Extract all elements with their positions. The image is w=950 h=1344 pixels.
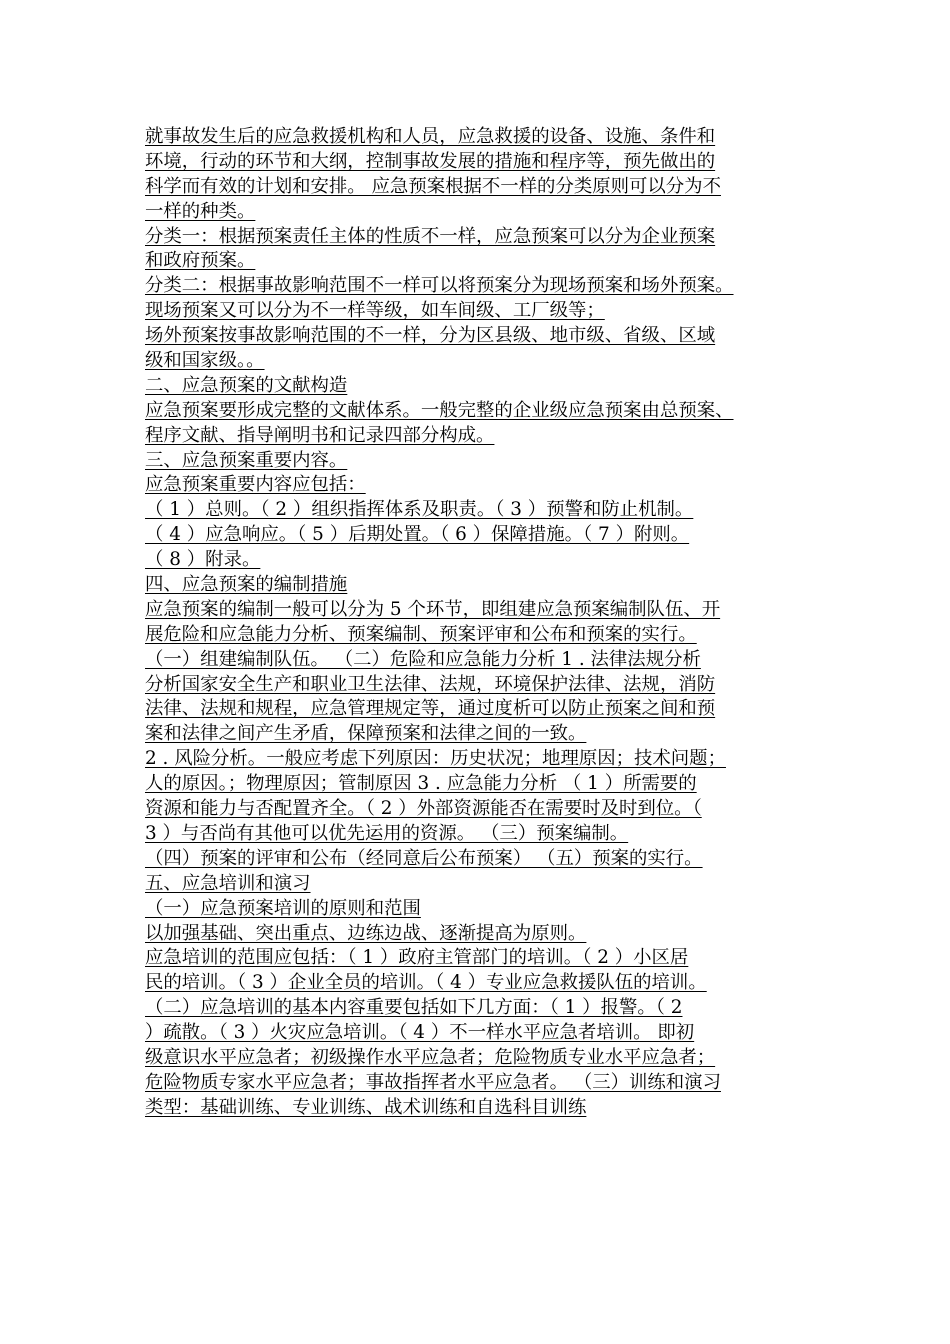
text-line: 级意识水平应急者；初级操作水平应急者；危险物质专业水平应急者； [145, 1046, 716, 1068]
text-line: （ 4 ）应急响应。（ 5 ）后期处置。（ 6 ）保障措施。（ 7 ）附则。 [145, 524, 690, 546]
text-line: 分类二：根据事故影响范围不一样可以将预案分为现场预案和场外预案。 [145, 275, 734, 297]
text-line: （一）应急预案培训的原则和范围 [145, 897, 421, 919]
text-line: 类型：基础训练、专业训练、战术训练和自选科目训练 [145, 1096, 587, 1118]
text-line: 2 . 风险分析。一般应考虑下列原因：历史状况；地理原因；技术问题； [145, 748, 726, 770]
text-line: 人的原因。；物理原因；管制原因 3 . 应急能力分析 （ 1 ）所需要的 [145, 773, 697, 795]
text-line: 分类一：根据预案责任主体的性质不一样，应急预案可以分为企业预案 [145, 225, 716, 247]
text-line: 现场预案又可以分为不一样等级，如车间级、工厂级等； [145, 300, 605, 322]
text-line: （ 8 ）附录。 [145, 549, 261, 571]
document-body [145, 125, 825, 1121]
text-line: 一样的种类。 [145, 200, 256, 222]
text-line: 应急培训的范围应包括：（ 1 ）政府主管部门的培训。（ 2 ）小区居 [145, 947, 689, 969]
text-line: 资源和能力与否配置齐全。（ 2 ）外部资源能否在需要时及时到位。（ [145, 798, 702, 820]
text-line: （二）应急培训的基本内容重要包括如下几方面：（ 1 ）报警。（ 2 [145, 997, 683, 1019]
text-line: 就事故发生后的应急救援机构和人员，应急救援的设备、设施、条件和 [145, 126, 716, 147]
text-line: 和政府预案。 [145, 250, 256, 272]
text-line: 场外预案按事故影响范围的不一样，分为区县级、地市级、省级、区域 [145, 325, 716, 347]
text-line: 以加强基础、突出重点、边练边战、逐渐提高为原则。 [145, 922, 587, 944]
section-heading: 四、应急预案的编制措施 [145, 574, 348, 596]
text-line: 环境，行动的环节和大纲，控制事故发展的措施和程序等，预先做出的 [145, 150, 716, 172]
section-heading: 二、应急预案的文献构造 [145, 374, 348, 396]
text-line: 科学而有效的计划和安排。 应急预案根据不一样的分类原则可以分为不 [145, 175, 721, 197]
text-line: 法律、法规和规程，应急管理规定等，通过度析可以防止预案之间和预 [145, 698, 716, 720]
text-line: 应急预案重要内容应包括： [145, 474, 366, 496]
text-line: 级和国家级。。 [145, 350, 265, 372]
text-line: 案和法律之间产生矛盾，保障预案和法律之间的一致。 [145, 723, 587, 745]
text-line: 危险物质专家水平应急者；事故指挥者水平应急者。 （三）训练和演习 [145, 1071, 721, 1093]
text-line: 分析国家安全生产和职业卫生法律、法规，环境保护法律、法规，消防 [145, 673, 716, 695]
text-line: 3 ）与否尚有其他可以优先运用的资源。 （三）预案编制。 [145, 822, 629, 844]
text-line: 程序文献、指导阐明书和记录四部分构成。 [145, 424, 495, 446]
text-line: （四）预案的评审和公布（经同意后公布预案） （五）预案的实行。 [145, 847, 703, 869]
section-heading: 五、应急培训和演习 [145, 872, 311, 894]
text-line: （一）组建编制队伍。 （二）危险和应急能力分析 1 . 法律法规分析 [145, 648, 701, 670]
text-line: ）疏散。（ 3 ）火灾应急培训。（ 4 ）不一样水平应急者培训。 即初 [145, 1022, 695, 1044]
section-heading: 三、应急预案重要内容。 [145, 449, 348, 471]
text-line: 民的培训。（ 3 ）企业全员的培训。（ 4 ）专业应急救援队伍的培训。 [145, 972, 707, 994]
text-line: 应急预案要形成完整的文献体系。一般完整的企业级应急预案由总预案、 [145, 399, 734, 421]
text-line: 应急预案的编制一般可以分为 5 个环节，即组建应急预案编制队伍、开 [145, 598, 721, 620]
text-line: （ 1 ）总则。（ 2 ）组织指挥体系及职责。（ 3 ）预警和防止机制。 [145, 499, 694, 521]
text-line: 展危险和应急能力分析、预案编制、预案评审和公布和预案的实行。 [145, 623, 697, 645]
